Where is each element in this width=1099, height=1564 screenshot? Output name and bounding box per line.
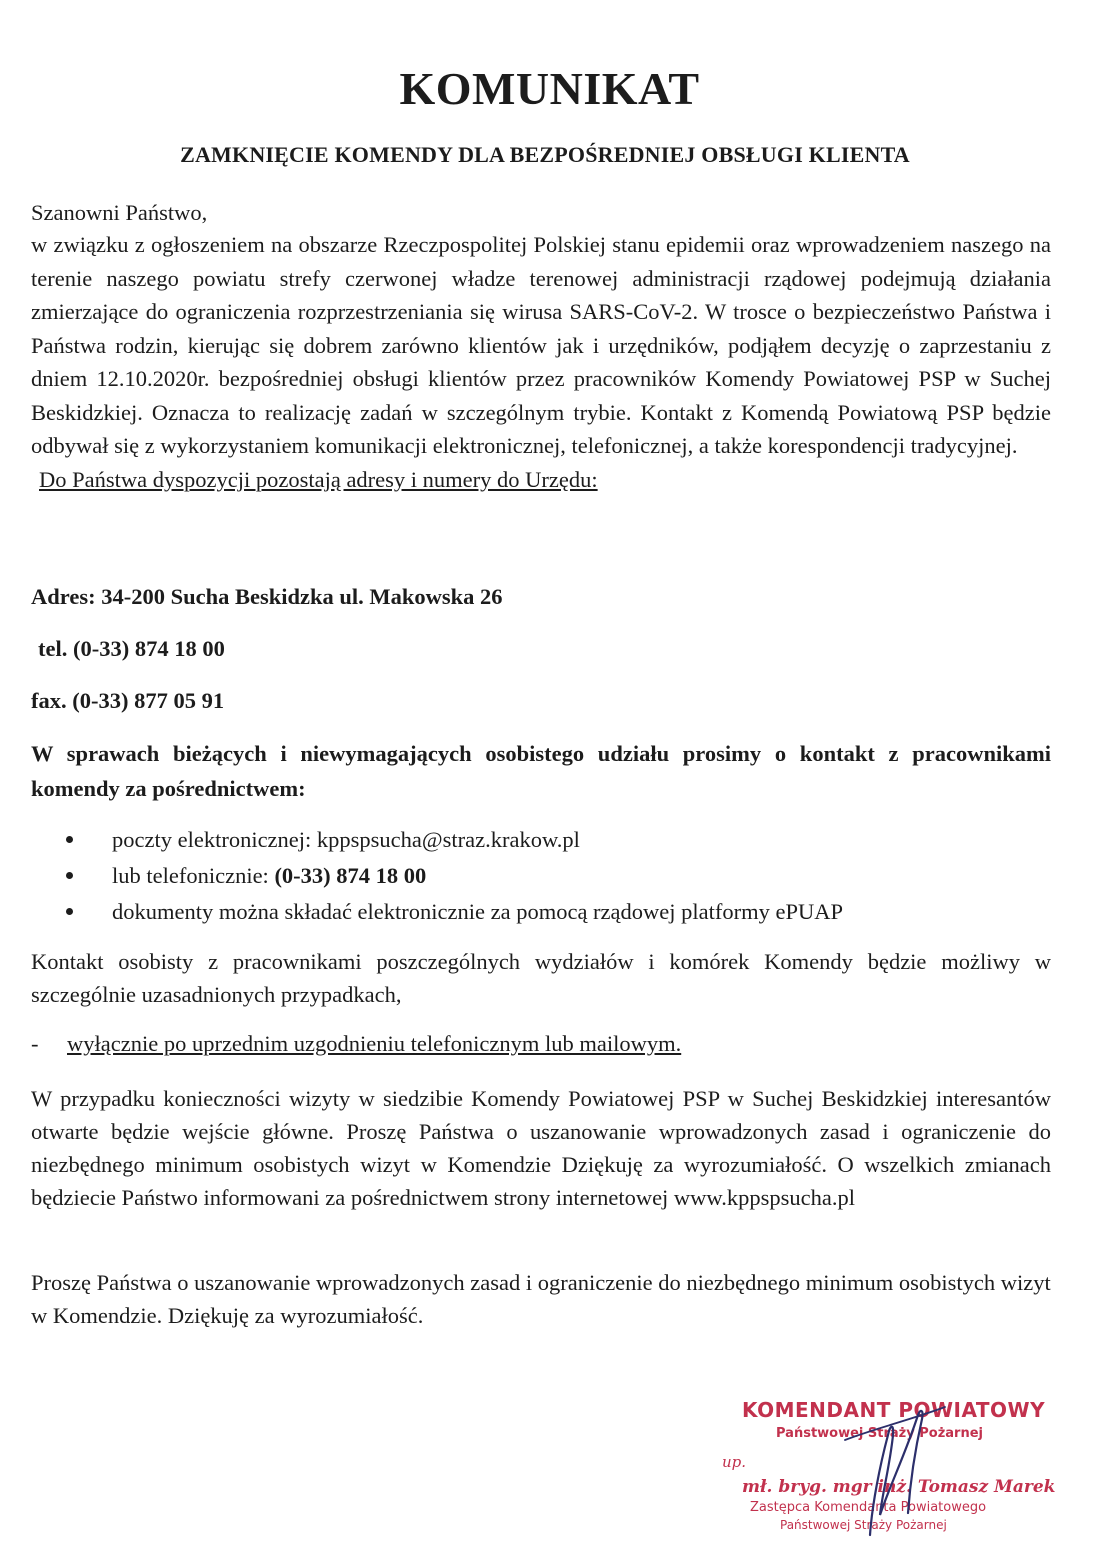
contact-methods-list [66,822,1046,930]
greeting: Szanowni Państwo, [31,200,208,225]
handwritten-signature [830,1395,950,1545]
bullet-icon [66,872,73,879]
stamp-role: Zastępca Komendanta Powiatowego [750,1500,987,1515]
address-line: Adres: 34-200 Sucha Beskidzka ul. Makowska 26 [31,584,503,609]
intro-paragraph [31,228,1051,496]
list-item [66,822,1046,858]
list-item [66,894,1046,930]
condition-text: wyłącznie po uprzednim uzgodnieniu telefonicznym lub mailowym. [67,1031,682,1056]
phone-number: (0-33) 874 18 00 [274,863,427,888]
closing-paragraph: Proszę Państwa o uszanowanie wprowadzonych zasad i ograniczenie do niezbędnego minimum osobistych wizyt w Komendzie. Dziękuję za wyrozumiałość. [31,1270,1051,1328]
email-label: poczty elektronicznej: [112,827,317,852]
epuap-text: dokumenty można składać elektronicznie za pomocą rządowej platformy ePUAP [112,899,843,924]
list-item [66,858,1046,894]
stamp-role-institution: Państwowej Straży Pożarnej [780,1518,947,1532]
addresses-heading: Do Państwa dyspozycji pozostają adresy i numery do Urzędu: [39,466,598,492]
request-paragraph: W sprawach bieżących i niewymagających osobistego udziału prosimy o kontakt z pracownikami komendy za pośrednictwem: [31,741,1051,801]
visit-paragraph: W przypadku konieczności wizyty w siedzibie Komendy Powiatowej PSP w Suchej Beskidzkiej interesantów otwarte będzie wejście główne. Proszę Państwa o uszanowanie wprowadzonych zasad i ograniczenie do niezbędnego minimum osobistych wizyt w Komendzie Dziękuję za wyrozumiałość. O wszelkich zmianach będziecie Państwo informowani za pośrednictwem strony internetowej www.kppspsucha.pl [31,1086,1051,1210]
fax-line: fax. (0-33) 877 05 91 [31,688,225,713]
bullet-icon [66,836,73,843]
stamp-institution: Państwowej Straży Pożarnej [776,1426,983,1441]
phone-label: lub telefonicznie: [112,863,275,888]
personal-contact-paragraph: Kontakt osobisty z pracownikami poszczególnych wydziałów i komórek Komendy będzie możliwy w szczególnie uzasadnionych przypadkach, [31,949,1051,1007]
intro-text: w związku z ogłoszeniem na obszarze Rzeczpospolitej Polskiej stanu epidemii oraz wprowadzeniem naszego na terenie naszego powiatu strefy czerwonej władze terenowej administracji rządowej podejmują działania zmierzające do ograniczenia rozprzestrzeniania się wirusa SARS-CoV-2. W trosce o bezpieczeństwo Państwa i Państwa rodzin, kierując się dobrem zarówno klientów jak i urzędników, podjąłem decyzję o zaprzestaniu z dniem 12.10.2020r. bezpośredniej obsługi klientów przez pracowników Komendy Powiatowej PSP w Suchej Beskidzkiej. Oznacza to realizację zadań w szczególnym trybie. Kontakt z Komendą Powiatową PSP będzie odbywał się z wykorzystaniem komunikacji elektronicznej, telefonicznej, a także korespondencji tradycyjnej. [31,232,1051,458]
email-link[interactable]: kppspsucha@straz.krakow.pl [316,827,580,852]
stamp-up: up. [722,1453,747,1471]
stamp-title: KOMENDANT POWIATOWY [742,1398,1046,1422]
bullet-icon [66,908,73,915]
official-stamp [720,1395,1080,1545]
document-subtitle: ZAMKNIĘCIE KOMENDY DLA BEZPOŚREDNIEJ OBSŁUGI KLIENTA [180,142,910,167]
document-title: KOMUNIKAT [399,63,700,114]
condition-line [31,1031,681,1057]
telephone-line: tel. (0-33) 874 18 00 [38,636,225,661]
stamp-name: mł. bryg. mgr inż. Tomasz Marek [742,1477,1056,1497]
dash-marker: - [31,1031,39,1056]
